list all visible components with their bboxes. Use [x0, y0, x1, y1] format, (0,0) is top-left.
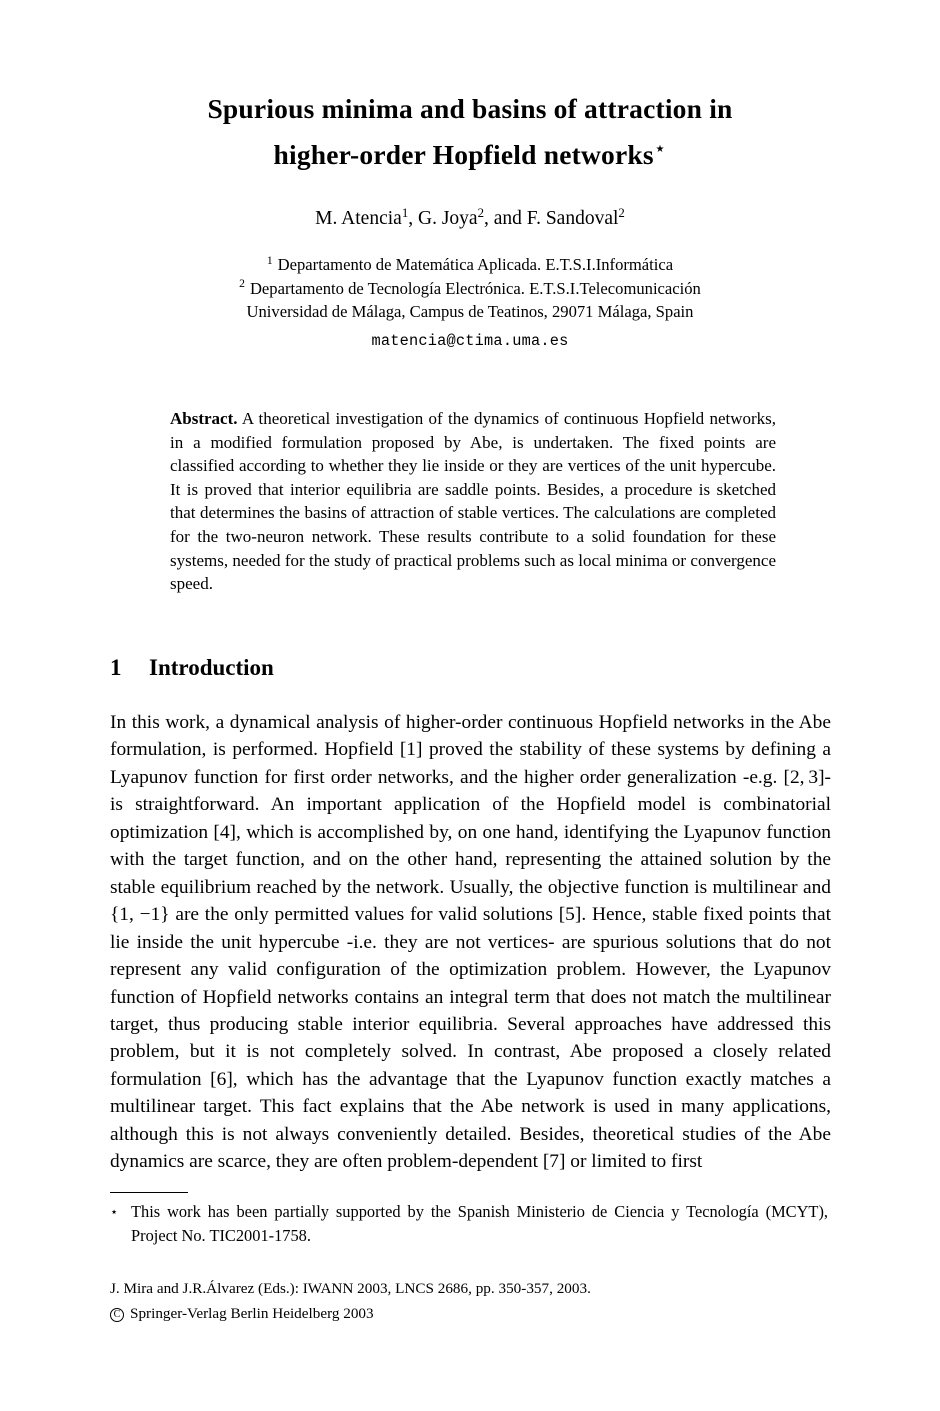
abstract-label: Abstract. — [170, 409, 238, 428]
footer-citation-line: J. Mira and J.R.Álvarez (Eds.): IWANN 2003, LNCS 2686, pp. 350-357, 2003. — [110, 1280, 591, 1297]
affiliation-text: Departamento de Tecnología Electrónica. E.T.S.I.Telecomunicación — [249, 278, 701, 298]
footnote-marker: ⋆ — [110, 1204, 119, 1219]
abstract-text: A theoretical investigation of the dynamics of continuous Hopfield networks, in a modified formulation proposed by Abe, is undertaken. The fixed points are classified according to whether they lie inside or they are vertices of the unit hypercube. It is proved that interior equilibria are saddle points. Besides, a procedure is sketched that determines the basins of attraction of stable vertices. The calculations are completed for the two-neuron network. These results contribute to a solid foundation for these systems, needed for the study of practical problems such as local minima or convergence speed. — [170, 409, 777, 594]
footer-publisher: Springer-Verlag Berlin Heidelberg 2003 — [130, 1304, 374, 1322]
copyright-icon: C — [110, 1308, 124, 1322]
author-affil-mark: 2 — [618, 205, 625, 220]
author-name: F. Sandoval — [526, 208, 619, 229]
author-list — [110, 206, 830, 232]
abstract-block — [170, 407, 776, 596]
body-text-part-1: In this work, a dynamical analysis of higher-order continuous Hopfield networks in the Abe formulation, is performed. Hopfield [1] proved the stability of these systems by defining a Lyapunov function for first order networks, and the higher order generalization -e.g. [2, 3]- is straightforward. An important application of the Hopfield model is combinatorial optimization [4], which is accomplished by, on one hand, identifying the Lyapunov function with the target function, and on the other hand, representing the attained solution by the stable equilibrium reached by the network. Usually, the objective function is multilinear and — [110, 712, 831, 898]
title-footnote-marker: ⋆ — [653, 138, 667, 160]
section-heading — [110, 655, 274, 681]
affiliation-address: Universidad de Málaga, Campus de Teatinos, 29071 Málaga, Spain — [246, 302, 694, 321]
title-line-2: higher-order Hopfield networks — [273, 139, 654, 170]
footer-copyright-line — [110, 1302, 830, 1327]
body-text-part-2: are the only permitted values for valid solutions [5]. Hence, stable fixed points that lie inside the unit hypercube -i.e. they are not vertices- are spurious solutions that do not represent any valid configuration of the optimization problem. However, the Lyapunov function of Hopfield networks contains an integral term that does not match the multilinear target, thus producing stable interior equilibria. Several approaches have addressed this problem, but it is not completely solved. In contrast, Abe proposed a closely related formulation [6], which has the advantage that the Lyapunov function exactly matches a multilinear target. This fact explains that the Abe network is used in many applications, although this is not always conveniently detailed. Besides, theoretical studies of the Abe dynamics are scarce, they are often problem-dependent [7] or limited to first — [110, 904, 831, 1173]
footnote-block — [110, 1200, 828, 1248]
footnote-separator-rule — [110, 1192, 188, 1193]
section-title: Introduction — [149, 655, 274, 680]
affiliation-mark: 1 — [266, 253, 273, 267]
author-name: M. Atencia — [315, 208, 402, 229]
footnote-text: This work has been partially supported by the Spanish Ministerio de Ciencia y Tecnología (MCYT), Project No. TIC2001-1758. — [131, 1202, 828, 1245]
body-paragraph — [110, 709, 831, 1176]
page-footer — [110, 1277, 830, 1326]
title-line-1: Spurious minima and basins of attraction in — [207, 93, 733, 124]
affiliation-line — [110, 253, 830, 277]
author-separator: , — [408, 208, 418, 229]
author-name: G. Joya — [418, 208, 478, 229]
author-separator: , and — [484, 208, 527, 229]
affiliation-text: Departamento de Matemática Aplicada. E.T.S.I.Informática — [277, 255, 674, 274]
author-email[interactable]: matencia@ctima.uma.es — [371, 331, 569, 350]
inline-math-set: {1, −1} — [110, 904, 170, 926]
affiliations-block — [110, 253, 830, 353]
page-title — [110, 88, 830, 175]
author-affil-mark: 2 — [477, 205, 485, 220]
affiliation-mark: 2 — [239, 277, 245, 291]
affiliation-line — [110, 277, 830, 301]
author-affil-mark: 1 — [401, 205, 409, 220]
section-number: 1 — [110, 655, 122, 680]
